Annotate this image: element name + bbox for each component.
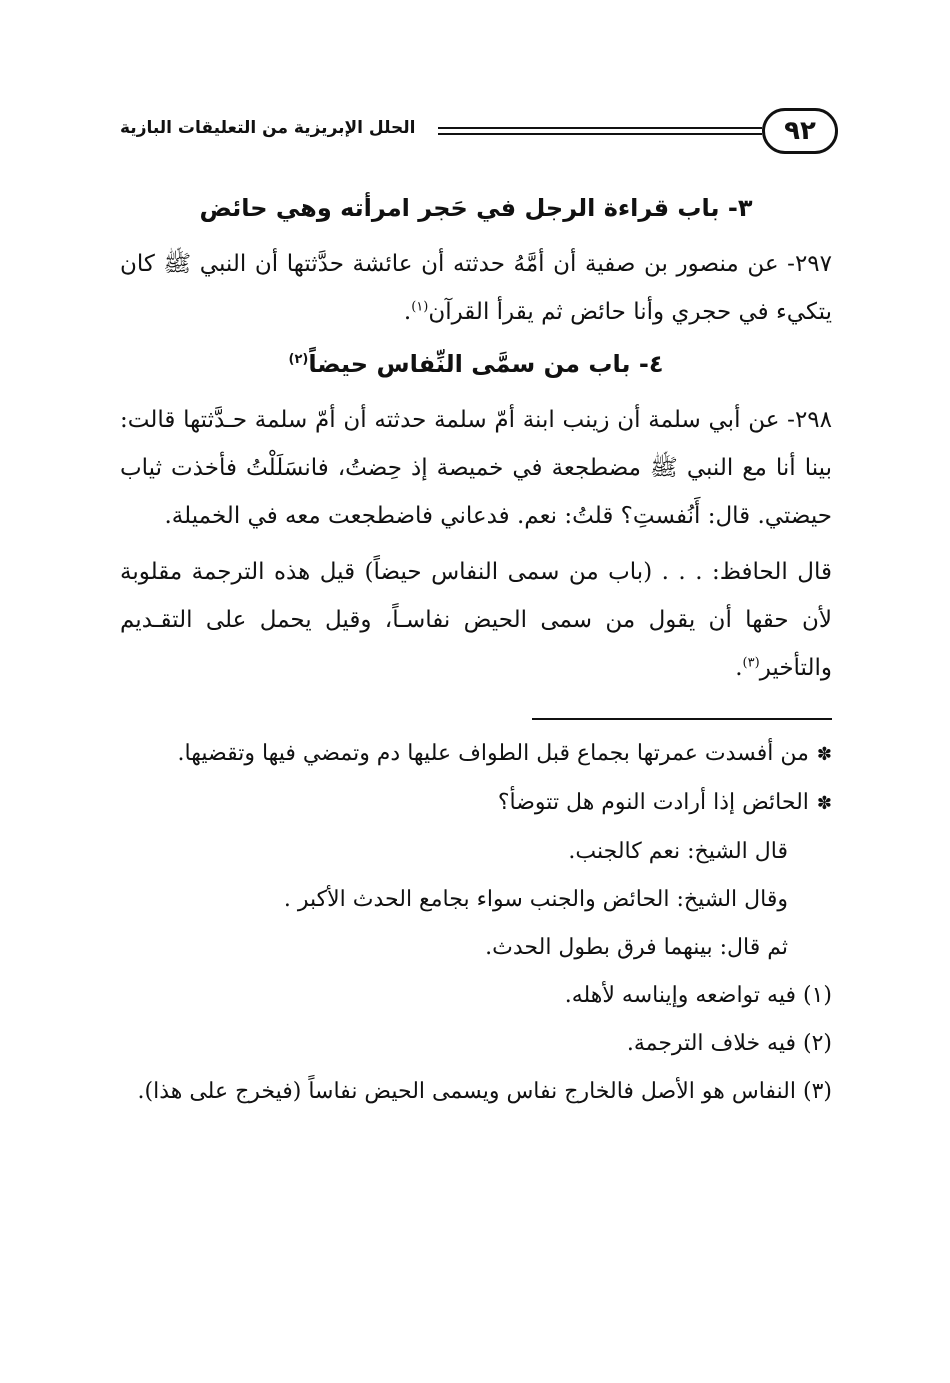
commentary [120,548,832,692]
hadith-297-text: ٢٩٧- عن منصور بن صفية أن أمَّهُ حدثته أن عائشة حدَّثتها أن النبي ﷺ كان يتكيء في حجري وأنا حائض ثم يقرأ القرآن [120,251,832,325]
footnote-ref-2[interactable]: (٢) [288,352,309,367]
commentary-text: قال الحافظ: . . . (باب من سمى النفاس حيضاً) قيل هذه الترجمة مقلوبة لأن حقها أن يقول من سمى الحيض نفاسـاً، وقيل يحمل على التقـديم والتأخير [120,559,832,681]
footnote-2: (٢) فيه خلاف الترجمة. [626,1031,832,1056]
header-rule [438,127,762,135]
book-title: الحلل الإبريزية من التعليقات البازية [120,118,416,138]
star-mark-icon: ✽ [816,793,832,814]
footnote-1: (١) فيه تواضعه وإيناسه لأهله. [564,983,832,1008]
commentary-end: . [735,655,743,681]
page-content [120,180,832,1116]
hadith-298 [120,396,832,540]
page-header [120,108,838,160]
note-star-2-text: الحائض إذا أرادت النوم هل تتوضأ؟ [497,790,809,815]
footnote-ref-1[interactable]: (١) [411,299,429,315]
sheikh-note-2: وقال الشيخ: الحائض والجنب سواء بجامع الحدث الأكبر . [283,887,788,912]
hadith-297: ٢٩٧- عن منصور بن صفية أن أمَّهُ حدثته أن عائشة حدَّثتها أن النبي ﷺ كان يتكيء في حجري وأنا حائض ثم يقرأ القرآن$^{(١)}$. [120,251,832,325]
footnote-divider [532,718,832,720]
page-number: ٩٢ [762,108,838,154]
chapter-heading-4 [120,350,832,378]
star-mark-icon: ✽ [816,744,832,765]
hadith-298-text: ٢٩٨- عن أبي سلمة أن زينب ابنة أمّ سلمة حدثته أن أمّ سلمة حـدَّثتها قالت: بينا أنا مع النبي ﷺ مضطجعة في خميصة إذ حِضتُ، فانسَلَلْتُ فأخذت ثياب حيضتي. قال: أَنُفستِ؟ قلتُ: نعم. فدعاني فاضطجعت معه في الخميلة. [120,407,832,529]
sheikh-note-3: ثم قال: بينهما فرق بطول الحدث. [485,935,788,960]
footnote-3: (٣) النفاس هو الأصل فالخارج نفاس ويسمى الحيض نفاساً (فيخرج على هذا). [137,1079,832,1104]
sheikh-note-1: قال الشيخ: نعم كالجنب. [568,839,788,864]
chapter-heading-3-text: ٣- باب قراءة الرجل في حَجر امرأته وهي حائض [199,194,753,222]
chapter-heading-4-text: ٤- باب من سمَّى النِّفاس حيضاً [308,350,664,378]
note-star-2 [120,779,832,828]
footnote-ref-3[interactable]: (٣) [742,655,760,671]
note-star-1 [120,730,832,779]
note-star-1-text: من أفسدت عمرتها بجماع قبل الطواف عليها دم وتمضي فيها وتقضيها. [177,741,809,766]
chapter-heading-3 [120,194,832,222]
